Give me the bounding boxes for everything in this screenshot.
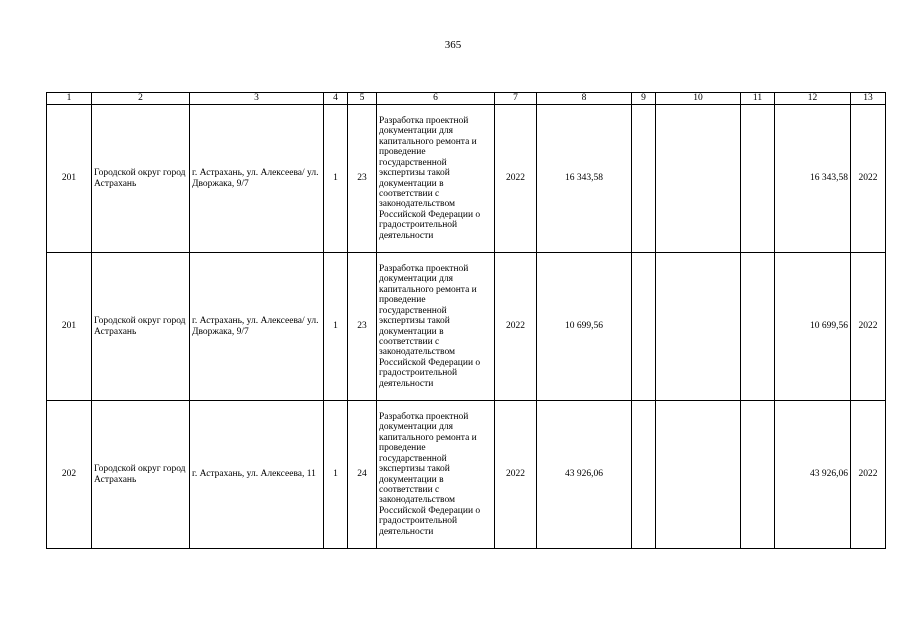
col4-cell: 1 xyxy=(324,401,348,549)
data-table xyxy=(46,92,886,549)
col11-cell xyxy=(741,401,775,549)
row-number-cell: 202 xyxy=(47,401,92,549)
column-header: 6 xyxy=(377,93,495,105)
row-number-cell: 201 xyxy=(47,105,92,253)
total-amount-cell: 43 926,06 xyxy=(775,401,851,549)
col10-cell xyxy=(656,253,741,401)
completion-year-cell: 2022 xyxy=(851,253,886,401)
col5-cell: 23 xyxy=(348,105,377,253)
municipality-cell: Городской округ город Астрахань xyxy=(92,253,190,401)
municipality-cell: Городской округ город Астрахань xyxy=(92,105,190,253)
page-number: 365 xyxy=(444,39,462,51)
column-header: 2 xyxy=(92,93,190,105)
column-header: 7 xyxy=(495,93,537,105)
address-cell: г. Астрахань, ул. Алексеева/ ул. Дворжака, 9/7 xyxy=(190,253,324,401)
work-type-cell: Разработка проектной документации для капитального ремонта и проведение государственной экспертизы такой документации в соответствии с законодательством Российской Федерации о градостроительной деятельности xyxy=(377,401,495,549)
column-header: 12 xyxy=(775,93,851,105)
column-header: 13 xyxy=(851,93,886,105)
year-cell: 2022 xyxy=(495,253,537,401)
amount-cell: 10 699,56 xyxy=(537,253,632,401)
total-amount-cell: 10 699,56 xyxy=(775,253,851,401)
col11-cell xyxy=(741,253,775,401)
column-header: 4 xyxy=(324,93,348,105)
year-cell: 2022 xyxy=(495,401,537,549)
column-header: 8 xyxy=(537,93,632,105)
completion-year-cell: 2022 xyxy=(851,401,886,549)
amount-cell: 43 926,06 xyxy=(537,401,632,549)
col9-cell xyxy=(632,253,656,401)
row-number-cell: 201 xyxy=(47,253,92,401)
table-row xyxy=(47,401,886,549)
column-header: 3 xyxy=(190,93,324,105)
col5-cell: 23 xyxy=(348,253,377,401)
column-header: 5 xyxy=(348,93,377,105)
col4-cell: 1 xyxy=(324,105,348,253)
work-type-cell: Разработка проектной документации для капитального ремонта и проведение государственной экспертизы такой документации в соответствии с законодательством Российской Федерации о градостроительной деятельности xyxy=(377,253,495,401)
total-amount-cell: 16 343,58 xyxy=(775,105,851,253)
address-cell: г. Астрахань, ул. Алексеева, 11 xyxy=(190,401,324,549)
address-cell: г. Астрахань, ул. Алексеева/ ул. Дворжака, 9/7 xyxy=(190,105,324,253)
column-header: 9 xyxy=(632,93,656,105)
col5-cell: 24 xyxy=(348,401,377,549)
col9-cell xyxy=(632,105,656,253)
col4-cell: 1 xyxy=(324,253,348,401)
municipality-cell: Городской округ город Астрахань xyxy=(92,401,190,549)
col10-cell xyxy=(656,401,741,549)
col9-cell xyxy=(632,401,656,549)
year-cell: 2022 xyxy=(495,105,537,253)
col10-cell xyxy=(656,105,741,253)
table-row xyxy=(47,105,886,253)
work-type-cell: Разработка проектной документации для капитального ремонта и проведение государственной экспертизы такой документации в соответствии с законодательством Российской Федерации о градостроительной деятельности xyxy=(377,105,495,253)
column-header: 11 xyxy=(741,93,775,105)
column-header: 10 xyxy=(656,93,741,105)
completion-year-cell: 2022 xyxy=(851,105,886,253)
amount-cell: 16 343,58 xyxy=(537,105,632,253)
col11-cell xyxy=(741,105,775,253)
column-header: 1 xyxy=(47,93,92,105)
table-row xyxy=(47,253,886,401)
header-row xyxy=(47,93,886,105)
